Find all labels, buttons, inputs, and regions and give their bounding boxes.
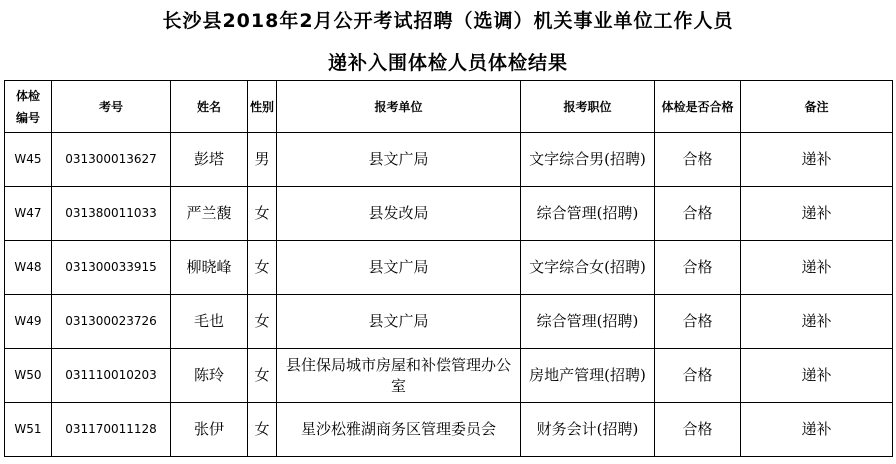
cell-id: W48 bbox=[5, 241, 52, 295]
cell-name: 毛也 bbox=[171, 295, 248, 349]
cell-remark: 递补 bbox=[741, 187, 893, 241]
header-exam-no: 考号 bbox=[52, 81, 171, 133]
cell-remark: 递补 bbox=[741, 133, 893, 187]
cell-gender: 女 bbox=[248, 403, 277, 457]
cell-position-text: 文字综合男(招聘) bbox=[529, 150, 646, 168]
cell-result: 合格 bbox=[655, 187, 741, 241]
cell-position bbox=[521, 403, 655, 457]
header-remark: 备注 bbox=[741, 81, 893, 133]
cell-name: 张伊 bbox=[171, 403, 248, 457]
table-row bbox=[5, 241, 893, 295]
header-id: 体检编号 bbox=[5, 81, 52, 133]
cell-id: W49 bbox=[5, 295, 52, 349]
cell-gender: 女 bbox=[248, 349, 277, 403]
cell-unit bbox=[277, 133, 521, 187]
header-result: 体检是否合格 bbox=[655, 81, 741, 133]
cell-position-text: 房地产管理(招聘) bbox=[529, 366, 646, 384]
cell-position bbox=[521, 133, 655, 187]
cell-unit bbox=[277, 187, 521, 241]
cell-exam-no: 031300013627 bbox=[52, 133, 171, 187]
cell-gender: 女 bbox=[248, 187, 277, 241]
cell-exam-no: 031380011033 bbox=[52, 187, 171, 241]
cell-name: 彭塔 bbox=[171, 133, 248, 187]
cell-position bbox=[521, 241, 655, 295]
cell-id: W51 bbox=[5, 403, 52, 457]
cell-name: 柳晓峰 bbox=[171, 241, 248, 295]
cell-remark: 递补 bbox=[741, 295, 893, 349]
cell-remark: 递补 bbox=[741, 349, 893, 403]
cell-unit-text: 县文广局 bbox=[368, 258, 429, 276]
cell-exam-no: 031170011128 bbox=[52, 403, 171, 457]
header-position: 报考职位 bbox=[521, 81, 655, 133]
cell-unit-text: 星沙松雅湖商务区管理委员会 bbox=[300, 420, 496, 438]
cell-position-text: 文字综合女(招聘) bbox=[529, 258, 646, 276]
cell-position bbox=[521, 349, 655, 403]
table-row bbox=[5, 349, 893, 403]
cell-exam-no: 031300033915 bbox=[52, 241, 171, 295]
cell-result: 合格 bbox=[655, 133, 741, 187]
cell-position bbox=[521, 187, 655, 241]
document-title: 长沙县2018年2月公开考试招聘（选调）机关事业单位工作人员 bbox=[162, 10, 734, 32]
cell-unit-text: 县文广局 bbox=[368, 150, 429, 168]
cell-result: 合格 bbox=[655, 403, 741, 457]
cell-position-text: 财务会计(招聘) bbox=[536, 420, 639, 438]
cell-position-text: 综合管理(招聘) bbox=[536, 312, 639, 330]
cell-unit-text: 县住保局城市房屋和补偿管理办公室 bbox=[285, 355, 511, 395]
cell-position-text: 综合管理(招聘) bbox=[536, 204, 639, 222]
cell-gender: 男 bbox=[248, 133, 277, 187]
cell-unit bbox=[277, 241, 521, 295]
cell-position bbox=[521, 295, 655, 349]
header-unit: 报考单位 bbox=[277, 81, 521, 133]
cell-result: 合格 bbox=[655, 349, 741, 403]
cell-id: W45 bbox=[5, 133, 52, 187]
cell-name: 陈玲 bbox=[171, 349, 248, 403]
cell-unit-text: 县发改局 bbox=[368, 204, 429, 222]
cell-result: 合格 bbox=[655, 295, 741, 349]
cell-id: W50 bbox=[5, 349, 52, 403]
table-header-row bbox=[5, 81, 893, 133]
cell-exam-no: 031300023726 bbox=[52, 295, 171, 349]
table-row bbox=[5, 187, 893, 241]
cell-remark: 递补 bbox=[741, 241, 893, 295]
cell-unit bbox=[277, 295, 521, 349]
header-name: 姓名 bbox=[171, 81, 248, 133]
cell-gender: 女 bbox=[248, 241, 277, 295]
cell-unit bbox=[277, 403, 521, 457]
cell-result: 合格 bbox=[655, 241, 741, 295]
results-table bbox=[4, 80, 893, 457]
cell-name: 严兰馥 bbox=[171, 187, 248, 241]
cell-unit bbox=[277, 349, 521, 403]
document-subtitle: 递补入围体检人员体检结果 bbox=[327, 52, 568, 74]
table-row bbox=[5, 295, 893, 349]
table-row bbox=[5, 403, 893, 457]
cell-unit-text: 县文广局 bbox=[368, 312, 429, 330]
header-gender: 性别 bbox=[248, 81, 277, 133]
table-row bbox=[5, 133, 893, 187]
cell-exam-no: 031110010203 bbox=[52, 349, 171, 403]
cell-remark: 递补 bbox=[741, 403, 893, 457]
cell-id: W47 bbox=[5, 187, 52, 241]
cell-gender: 女 bbox=[248, 295, 277, 349]
